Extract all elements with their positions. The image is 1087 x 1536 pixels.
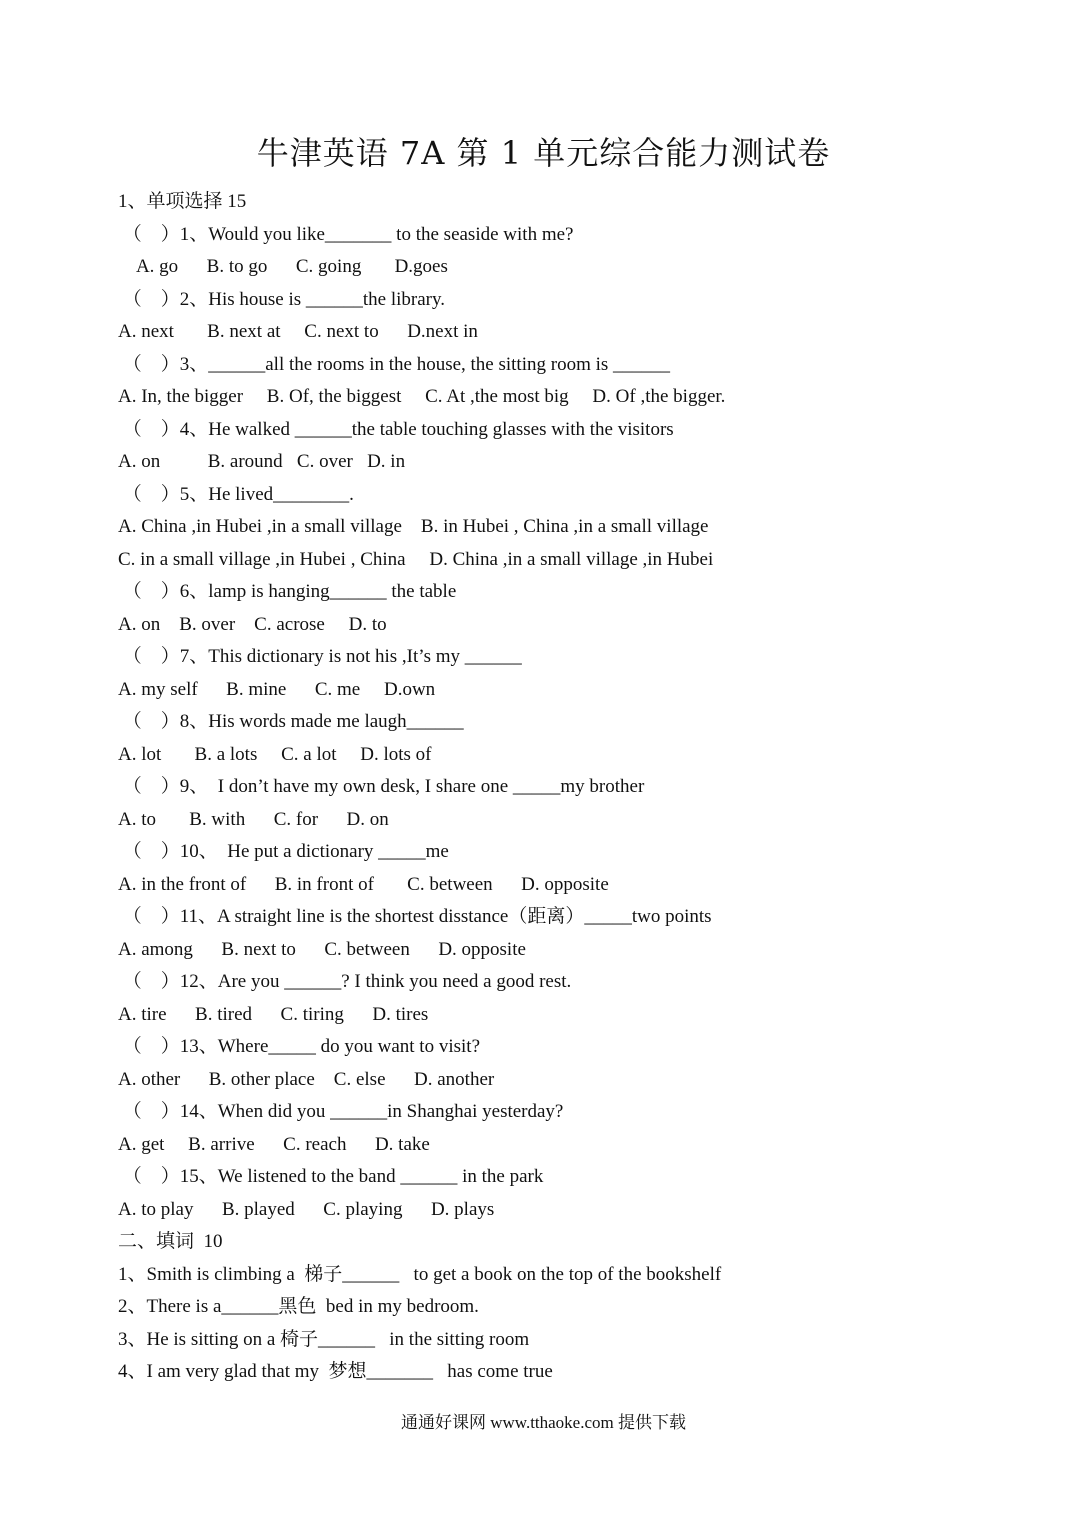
question-line: （ ）15、We listened to the band ______ in the park [118, 1166, 544, 1187]
question-line: （ ）5、He lived________. [118, 483, 354, 505]
options-line: A. my self B. mine C. me D.own [118, 678, 436, 700]
question-line: （ ）7、This dictionary is not his ,It’s my ______ [118, 646, 522, 667]
fill-in-line: 1、Smith is climbing a 梯子______ to get a book on the top of the bookshelf [118, 1263, 722, 1285]
section-heading: 1、单项选择 15 [118, 191, 247, 212]
question-line: （ ）9、 I don’t have my own desk, I share one _____my brother [118, 776, 645, 797]
options-line: A. to play B. played C. playing D. plays [118, 1198, 495, 1220]
options-line: A. In, the bigger B. Of, the biggest C. At ,the most big D. Of ,the bigger. [118, 386, 726, 407]
fill-in-line: 2、There is a______黑色 bed in my bedroom. [118, 1296, 479, 1317]
options-line: A. on B. around C. over D. in [118, 451, 406, 472]
options-line: A. get B. arrive C. reach D. take [118, 1133, 430, 1155]
question-line: （ ）1、Would you like_______ to the seaside with me? [118, 223, 574, 245]
question-line: （ ）3、______all the rooms in the house, the sitting room is ______ [118, 353, 671, 375]
options-line: A. tire B. tired C. tiring D. tires [118, 1003, 429, 1025]
question-line: （ ）4、He walked ______the table touching glasses with the visitors [118, 418, 674, 440]
options-line: A. to B. with C. for D. on [118, 808, 389, 830]
options-line: A. other B. other place C. else D. another [118, 1068, 495, 1090]
options-line: A. go B. to go C. going D.goes [118, 256, 448, 277]
options-line: A. lot B. a lots C. a lot D. lots of [118, 743, 432, 765]
question-line: （ ）14、When did you ______in Shanghai yesterday? [118, 1101, 564, 1122]
question-line: （ ）6、lamp is hanging______ the table [118, 581, 457, 602]
options-line: A. among B. next to C. between D. opposite [118, 938, 526, 960]
options-line: A. next B. next at C. next to D.next in [118, 321, 478, 342]
fill-in-line: 4、I am very glad that my 梦想_______ has come true [118, 1361, 553, 1382]
question-line: （ ）11、A straight line is the shortest disstance（距离）_____two points [118, 906, 712, 927]
options-line: A. on B. over C. acrose D. to [118, 613, 387, 635]
document-body [118, 186, 1018, 1389]
options-line: A. China ,in Hubei ,in a small village B. in Hubei , China ,in a small village [118, 516, 709, 537]
options-line: A. in the front of B. in front of C. between D. opposite [118, 873, 609, 895]
options-line: C. in a small village ,in Hubei , China D. China ,in a small village ,in Hubei [118, 548, 714, 570]
footer-note: 通通好课网 www.tthaoke.com 提供下载 [400, 1413, 687, 1432]
section-heading: 二、填词 10 [118, 1231, 223, 1252]
question-line: （ ）8、His words made me laugh______ [118, 711, 464, 732]
question-line: （ ）13、Where_____ do you want to visit? [118, 1036, 481, 1057]
question-line: （ ）2、His house is ______the library. [118, 288, 446, 310]
fill-in-line: 3、He is sitting on a 椅子______ in the sitting room [118, 1328, 530, 1350]
question-line: （ ）12、Are you ______? I think you need a good rest. [118, 971, 572, 992]
document-title: 牛津英语 7A 第 1 单元综合能力测试卷 [256, 134, 831, 172]
question-line: （ ）10、 He put a dictionary _____me [118, 841, 449, 862]
